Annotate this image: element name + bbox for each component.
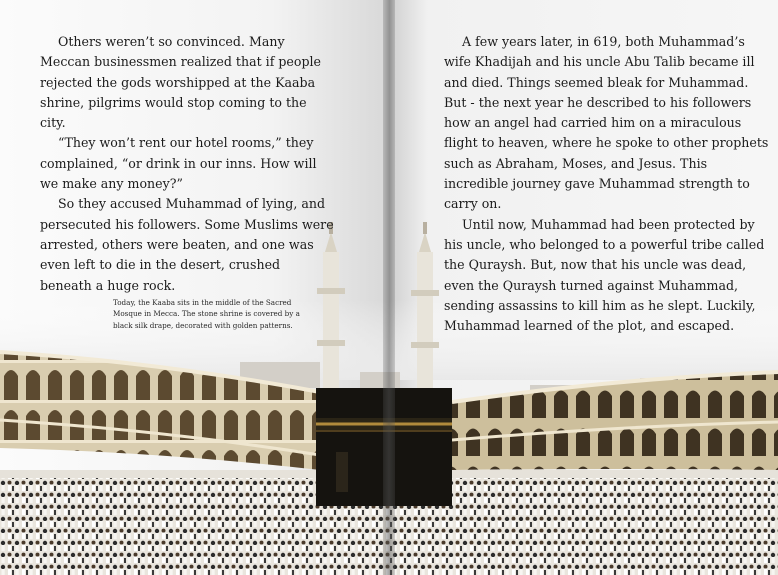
- paragraph: Until now, Muhammad had been protected by his uncle, who belonged to a powerful tribe called the Quraysh. But, now that his uncle was dead, even the Quraysh turned against Muhammad, sending assassins to kill him as he slept. Luckily, Muhammad learned of the plot, and escaped.: [444, 216, 765, 334]
- left-page-text: [40, 32, 335, 296]
- book-gutter: [383, 0, 395, 575]
- colonnade-right: [452, 372, 778, 470]
- paragraph: Others weren’t so convinced. Many Meccan businessmen realized that if people rejected the gods worshipped at the Kaaba shrine, pilgrims would stop coming to the city.: [40, 34, 322, 131]
- paragraph: So they accused Muhammad of lying, and persecuted his followers. Some Muslims were arrested, others were beaten, and one was even left to die in the desert, crushed beneath a huge rock.: [40, 196, 334, 293]
- right-page-text: [444, 32, 769, 336]
- photo-caption: Today, the Kaaba sits in the middle of the Sacred Mosque in Mecca. The stone shrine is covered by a black silk drape, decorated with golden patterns.: [113, 298, 300, 330]
- paragraph: “They won’t rent our hotel rooms,” they complained, “or drink in our inns. How will we make any money?”: [40, 135, 317, 192]
- paragraph: A few years later, in 619, both Muhammad’s wife Khadijah and his uncle Abu Talib became ill and died. Things seemed bleak for Muhammad. But - the next year he described to his followers how an angel had carried him on a miraculous flight to heaven, where he spoke to other prophets such as Abraham, Moses, and Jesus. This incredible journey gave Muhammad strength to carry on.: [444, 34, 769, 212]
